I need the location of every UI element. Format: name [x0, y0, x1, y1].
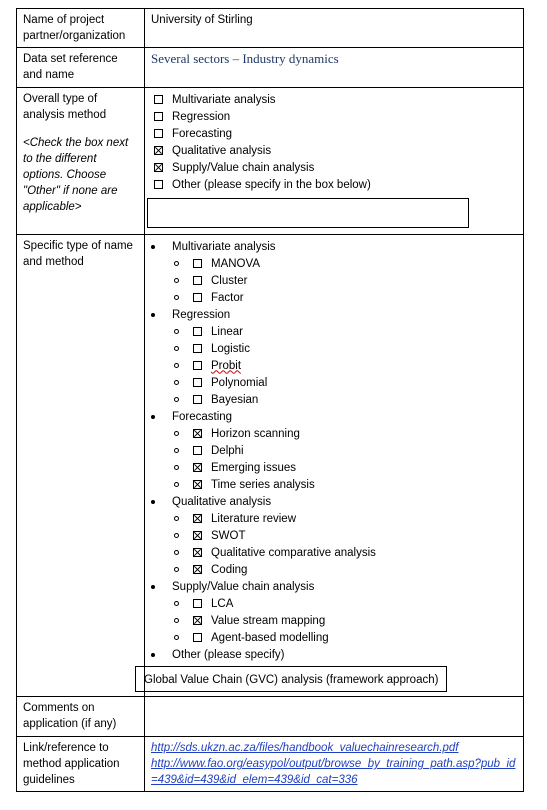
checkbox-icon[interactable] [193, 327, 202, 336]
comments-value[interactable] [145, 697, 524, 737]
item-label: Probit [211, 359, 242, 372]
specific-groups [151, 238, 517, 663]
specific-options-cell [145, 235, 524, 697]
hollow-bullet-icon [174, 601, 179, 606]
specific-item-polynomial[interactable] [151, 374, 517, 391]
hollow-bullet-icon [174, 363, 179, 368]
specific-item-factor[interactable] [151, 289, 517, 306]
dataset-value[interactable]: Several sectors – Industry dynamics [145, 48, 524, 88]
checkbox-icon[interactable] [193, 633, 202, 642]
checkbox-icon[interactable] [154, 95, 163, 104]
guideline-link-2[interactable]: http://www.fao.org/easypol/output/browse_by_training_path.asp?pub_id=439&id=439&id_elem=439&id_cat=336 [151, 758, 516, 786]
item-label: Linear [211, 325, 243, 338]
specific-item-value-stream-mapping[interactable] [151, 612, 517, 629]
checkbox-icon[interactable] [193, 276, 202, 285]
checkbox-icon[interactable] [193, 514, 202, 523]
hollow-bullet-icon [174, 516, 179, 521]
item-label: Literature review [211, 512, 297, 525]
hollow-bullet-icon [174, 278, 179, 283]
partner-label: Name of project partner/organization [17, 9, 145, 48]
option-label: Regression [172, 110, 231, 123]
specific-group-multivariate-analysis [151, 238, 517, 255]
hollow-bullet-icon [174, 431, 179, 436]
bullet-icon [151, 585, 155, 589]
item-label: Cluster [211, 274, 248, 287]
specific-item-probit[interactable] [151, 357, 517, 374]
overall-row [17, 88, 524, 235]
guideline-link-1[interactable]: http://sds.ukzn.ac.za/files/handbook_valuechainresearch.pdf [151, 742, 459, 754]
overall-option-other-please-specify[interactable] [151, 176, 517, 193]
hollow-bullet-icon [174, 448, 179, 453]
hollow-bullet-icon [174, 567, 179, 572]
hollow-bullet-icon [174, 635, 179, 640]
specific-item-horizon-scanning[interactable] [151, 425, 517, 442]
specific-item-bayesian[interactable] [151, 391, 517, 408]
links-row [17, 737, 524, 792]
checkbox-icon[interactable] [193, 378, 202, 387]
item-label: Coding [211, 563, 248, 576]
overall-options [151, 91, 517, 193]
group-label: Other (please specify) [172, 648, 285, 661]
checkbox-icon[interactable] [154, 163, 163, 172]
overall-label: Overall type of analysis method [23, 93, 107, 121]
specific-item-coding[interactable] [151, 561, 517, 578]
group-label: Forecasting [172, 410, 233, 423]
option-label: Other (please specify in the box below) [172, 178, 371, 191]
bullet-icon [151, 415, 155, 419]
specific-item-qualitative-comparative-analysis[interactable] [151, 544, 517, 561]
hollow-bullet-icon [174, 295, 179, 300]
links-label: Link/reference to method application guidelines [17, 737, 145, 792]
group-label: Multivariate analysis [172, 240, 276, 253]
overall-options-cell [145, 88, 524, 235]
specific-item-emerging-issues[interactable] [151, 459, 517, 476]
option-label: Multivariate analysis [172, 93, 276, 106]
checkbox-icon[interactable] [193, 565, 202, 574]
hollow-bullet-icon [174, 465, 179, 470]
checkbox-icon[interactable] [154, 129, 163, 138]
specific-label: Specific type of name and method [17, 235, 145, 697]
item-label: Logistic [211, 342, 250, 355]
overall-option-qualitative-analysis[interactable] [151, 142, 517, 159]
group-label: Supply/Value chain analysis [172, 580, 315, 593]
checkbox-icon[interactable] [193, 446, 202, 455]
checkbox-icon[interactable] [193, 429, 202, 438]
comments-row [17, 697, 524, 737]
hollow-bullet-icon [174, 329, 179, 334]
comments-label: Comments on application (if any) [17, 697, 145, 737]
dataset-label: Data set reference and name [17, 48, 145, 88]
item-label: Delphi [211, 444, 244, 457]
group-label: Regression [172, 308, 231, 321]
bullet-icon [151, 500, 155, 504]
specific-group-other-please-specify [151, 646, 517, 663]
checkbox-icon[interactable] [154, 112, 163, 121]
option-label: Supply/Value chain analysis [172, 161, 315, 174]
specific-item-time-series-analysis[interactable] [151, 476, 517, 493]
checkbox-icon[interactable] [193, 480, 202, 489]
item-label: Horizon scanning [211, 427, 300, 440]
item-label: Qualitative comparative analysis [211, 546, 376, 559]
checkbox-icon[interactable] [193, 616, 202, 625]
checkbox-icon[interactable] [193, 293, 202, 302]
specific-item-lca[interactable] [151, 595, 517, 612]
partner-row [17, 9, 524, 48]
overall-option-supply-value-chain[interactable] [151, 159, 517, 176]
item-label: Bayesian [211, 393, 259, 406]
checkbox-icon[interactable] [193, 344, 202, 353]
hollow-bullet-icon [174, 533, 179, 538]
overall-other-input[interactable] [147, 198, 469, 228]
checkbox-icon[interactable] [193, 548, 202, 557]
hollow-bullet-icon [174, 261, 179, 266]
item-label: SWOT [211, 529, 246, 542]
checkbox-icon[interactable] [193, 531, 202, 540]
specific-item-agent-based-modelling[interactable] [151, 629, 517, 646]
bullet-icon [151, 245, 155, 249]
item-label: Emerging issues [211, 461, 297, 474]
checkbox-icon[interactable] [154, 146, 163, 155]
hollow-bullet-icon [174, 550, 179, 555]
group-label: Qualitative analysis [172, 495, 272, 508]
hollow-bullet-icon [174, 346, 179, 351]
bullet-icon [151, 653, 155, 657]
specific-other-input[interactable]: Global Value Chain (GVC) analysis (framework approach) [135, 666, 447, 692]
partner-value[interactable]: University of Stirling [145, 9, 524, 48]
item-label: LCA [211, 597, 234, 610]
item-label: Value stream mapping [211, 614, 326, 627]
item-label: Polynomial [211, 376, 268, 389]
specific-group-supply-value-chain-analysis [151, 578, 517, 595]
item-label: Agent-based modelling [211, 631, 329, 644]
checkbox-icon[interactable] [193, 259, 202, 268]
checkbox-icon[interactable] [193, 395, 202, 404]
hollow-bullet-icon [174, 380, 179, 385]
specific-group-regression [151, 306, 517, 323]
method-form-table [16, 8, 524, 792]
hollow-bullet-icon [174, 482, 179, 487]
overall-option-forecasting[interactable] [151, 125, 517, 142]
overall-option-multivariate-analysis[interactable] [151, 91, 517, 108]
links-cell [145, 737, 524, 792]
overall-label-cell [17, 88, 145, 235]
checkbox-icon[interactable] [193, 361, 202, 370]
checkbox-icon[interactable] [154, 180, 163, 189]
item-label: MANOVA [211, 257, 260, 270]
specific-item-manova[interactable] [151, 255, 517, 272]
item-label: Factor [211, 291, 244, 304]
specific-row [17, 235, 524, 697]
specific-item-cluster[interactable] [151, 272, 517, 289]
dataset-row [17, 48, 524, 88]
specific-item-swot[interactable] [151, 527, 517, 544]
option-label: Forecasting [172, 127, 233, 140]
specific-item-literature-review[interactable] [151, 510, 517, 527]
overall-option-regression[interactable] [151, 108, 517, 125]
specific-item-linear[interactable] [151, 323, 517, 340]
specific-group-forecasting [151, 408, 517, 425]
option-label: Qualitative analysis [172, 144, 272, 157]
overall-note: <Check the box next to the different options. Choose "Other" if none are applicable> [23, 137, 129, 213]
specific-item-logistic[interactable] [151, 340, 517, 357]
checkbox-icon[interactable] [193, 463, 202, 472]
checkbox-icon[interactable] [193, 599, 202, 608]
bullet-icon [151, 313, 155, 317]
specific-item-delphi[interactable] [151, 442, 517, 459]
specific-group-qualitative-analysis [151, 493, 517, 510]
hollow-bullet-icon [174, 397, 179, 402]
hollow-bullet-icon [174, 618, 179, 623]
item-label: Time series analysis [211, 478, 315, 491]
